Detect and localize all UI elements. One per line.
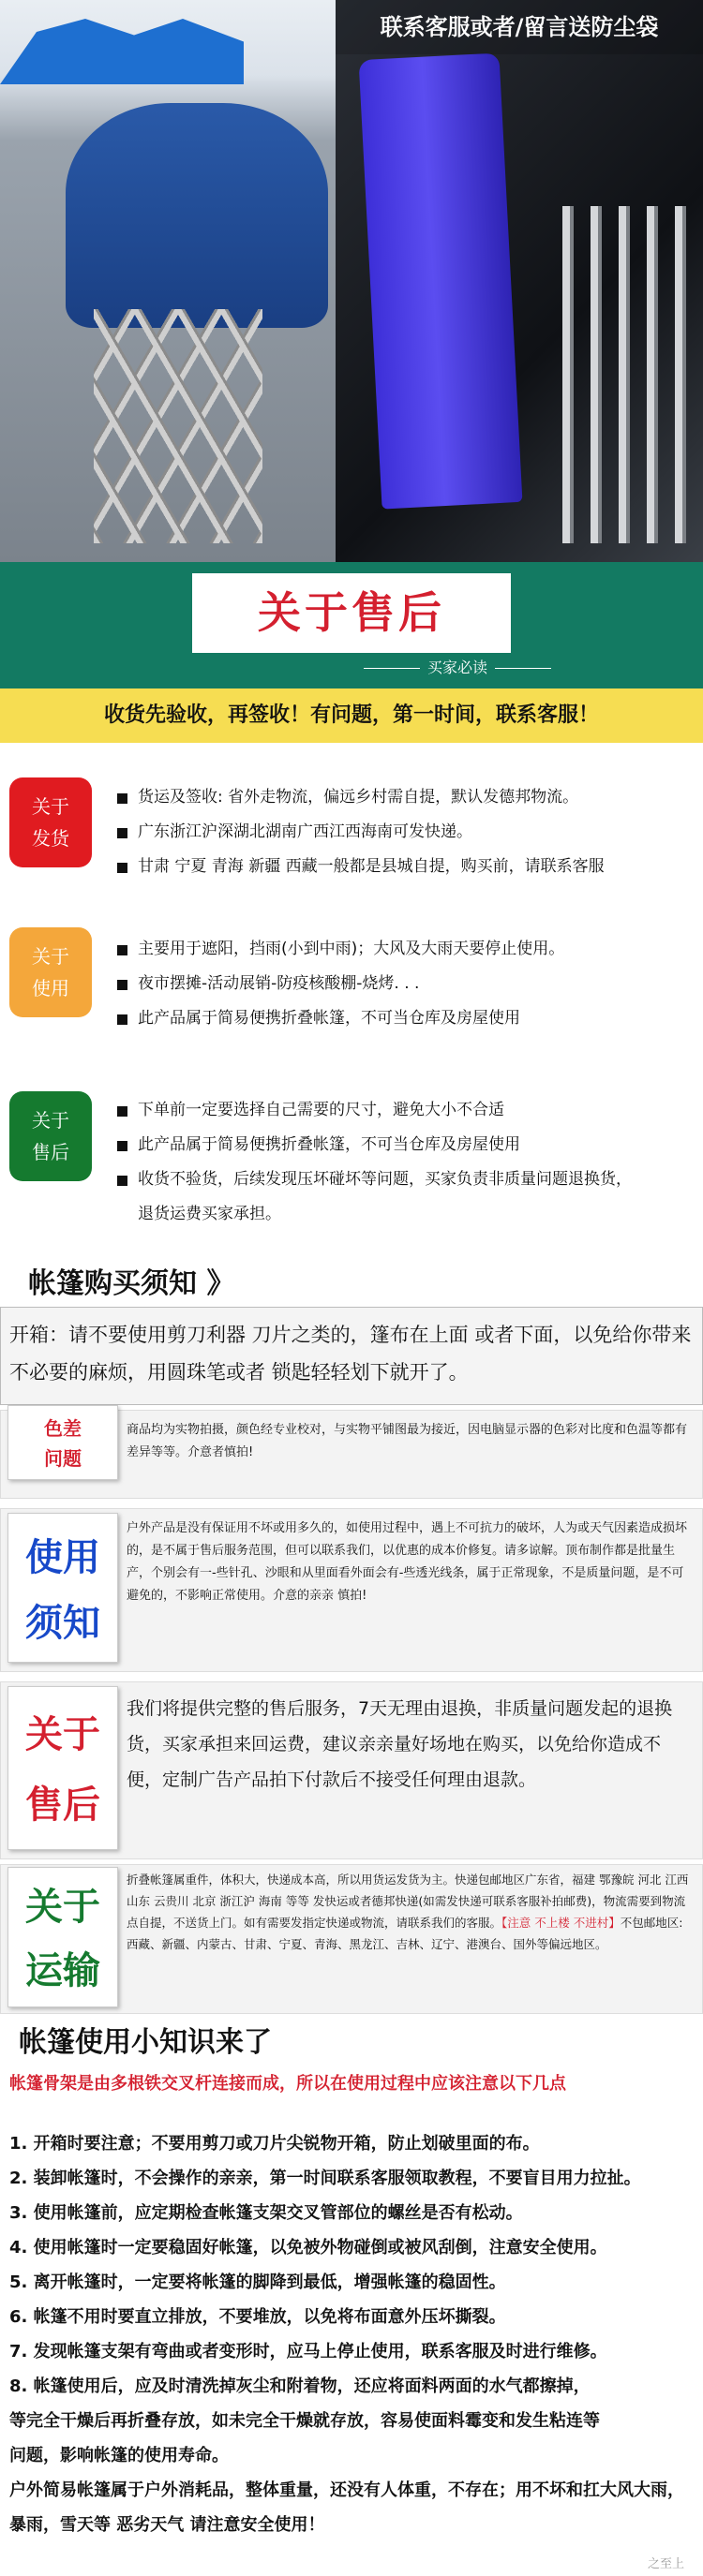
tip-item: 7. 发现帐篷支架有弯曲或者变形时，应马上停止使用，联系客服及时进行维修。 (9, 2342, 607, 2361)
hero-image (0, 0, 703, 562)
purchase-title: 帐篷购买须知 》 (28, 1267, 235, 1300)
list-item: 此产品属于简易便携折叠帐篷，不可当仓库及房屋使用 (117, 1001, 564, 1036)
after-sale-subtitle (356, 656, 656, 677)
tip-item: 5. 离开帐篷时，一定要将帐篷的脚降到最低，增强帐篷的稳固性。 (9, 2273, 506, 2292)
aftersale-list (117, 1093, 632, 1232)
tag-line: 使用 (25, 1536, 100, 1579)
color-diff-tag (7, 1405, 118, 1480)
list-item-continuation: 退货运费买家承担。 (138, 1205, 281, 1223)
tip-item: 2. 装卸帐篷时，不会操作的亲亲，第一时间联系客服领取教程，不要盲目用力拉扯。 (9, 2169, 641, 2188)
shipping-list (117, 780, 605, 884)
aftersale-text: 我们将提供完整的售后服务，7天无理由退换，非质量问题发起的退换货，买家承担来回运费，建议亲亲量好场地在购买，以免给你造成不便，定制广告产品拍下付款后不接受任何理由退款。 (127, 1698, 673, 1790)
tip-item: 6. 帐篷不用时要直立排放，不要堆放，以免将布面意外压坏撕裂。 (9, 2307, 506, 2327)
tag-line: 关于 (25, 1713, 100, 1756)
tip-item: 3. 使用帐篷前，应定期检查帐篷支架交叉管部位的螺丝是否有松动。 (9, 2203, 523, 2223)
divider (364, 668, 420, 669)
divider (495, 668, 551, 669)
tag-shipping (9, 777, 92, 867)
tag-aftersale (9, 1091, 92, 1181)
tip-item: 等完全干燥后再折叠存放，如未完全干燥就存放，容易使面料霉变和发生粘连等 (9, 2411, 600, 2431)
watermark: 之至上 (647, 2557, 684, 2571)
tag-line: 售后 (25, 1784, 100, 1827)
tag-line: 关于 (32, 1109, 69, 1132)
tip-item: 问题，影响帐篷的使用寿命。 (9, 2446, 229, 2465)
tag-line: 售后 (32, 1141, 69, 1163)
list-item: 收货不验货，后续发现压坏碰坏等问题，买家负责非质量问题退换货， (117, 1162, 632, 1197)
tips-lead: 帐篷骨架是由多根铁交叉杆连接而成，所以在使用过程中应该注意以下几点 (9, 2074, 566, 2094)
tag-line: 关于 (25, 1886, 100, 1929)
list-item: 甘肃 宁夏 青海 新疆 西藏一般都是县城自提，购买前，请联系客服 (117, 850, 605, 884)
shipping-text-main: 折叠帐篷属重件，体积大，快递成本高，所以用货运发货为主。快递包邮地区广东省，福建 鄂豫皖 河北 江西 山东 云贵川 北京 浙江沪 海南 等等 发快运或者德邦快递(如需发快递可联系客服补拍邮费)，物流需要到物流点自提，不送货上门。如有需要发指定快递或物流，请联系我们的客服。 (127, 1873, 689, 1930)
tag-line: 使用 (32, 977, 69, 999)
list-item: 夜市摆摊-活动展销-防疫核酸棚-烧烤. . . (117, 967, 564, 1001)
aftersale-tag (7, 1686, 118, 1850)
usage-tag (7, 1513, 118, 1663)
hero-banner: 联系客服或者/留言送防尘袋 (336, 0, 703, 54)
tips-title: 帐篷使用小知识来了 (19, 2026, 272, 2059)
usage-text: 户外产品是没有保证用不坏或用多久的，如使用过程中，遇上不可抗力的破坏，人为或天气因素造成损坏的，是不属于售后服务范围，但可以联系我们，以优惠的成本价修复。请多谅解。顶布制作都是批量生产，个别会有一-些针孔、沙眼和从里面看外面会有-些透光线条，属于正常现象，不是质量问题，是不可避免的，不影响正常使用。介意的亲亲 慎拍! (127, 1521, 688, 1603)
folded-tent-canopy (66, 103, 328, 328)
tag-line: 关于 (32, 795, 69, 818)
tag-line: 关于 (32, 945, 69, 968)
inspection-notice: 收货先验收，再签收！有问题，第一时间，联系客服！ (0, 688, 703, 743)
list-item: 主要用于遮阳，挡雨(小到中雨)；大风及大雨天要停止使用。 (117, 932, 564, 967)
opening-text: 开箱：请不要使用剪刀利器 刀片之类的，篷布在上面 或者下面，以免给你带来不必要的麻烦，用圆珠笔或者 锁匙轻轻划下就开了。 (9, 1324, 692, 1384)
tag-usage (9, 927, 92, 1017)
dust-cover-bag (359, 52, 523, 509)
tip-item: 4. 使用帐篷时一定要稳固好帐篷，以免被外物碰倒或被风刮倒，注意安全使用。 (9, 2238, 607, 2258)
after-sale-title: 关于售后 (258, 587, 445, 638)
tips-list (9, 2126, 698, 2473)
usage-list (117, 932, 564, 1036)
tag-line: 问题 (44, 1447, 82, 1470)
tag-line: 发货 (32, 827, 69, 850)
subtitle-text: 买家必读 (427, 659, 488, 676)
shipping-warning: 【注意 不上楼 不进村】 (501, 1916, 621, 1930)
shipping-text (127, 1869, 694, 1955)
tip-item: 8. 帐篷使用后，应及时清洗掉灰尘和附着物，还应将面料两面的水气都擦掉， (9, 2376, 591, 2396)
shipping-text-regions: 不包邮地区:西藏、新疆、内蒙古、甘肃、宁夏、青海、黑龙江、吉林、辽宁、港澳台、国外等偏远地区。 (127, 1916, 683, 1951)
list-item: 货运及签收: 省外走物流，偏远乡村需自提，默认发德邦物流。 (117, 780, 605, 815)
list-item: 下单前一定要选择自己需要的尺寸，避免大小不合适 (117, 1093, 632, 1128)
list-item: 此产品属于简易便携折叠帐篷，不可当仓库及房屋使用 (117, 1128, 632, 1162)
tent-frame (94, 309, 262, 543)
tips-tail: 户外简易帐篷属于户外消耗品，整体重量，还没有人体重，不存在；用不坏和扛大风大雨，暴雨，雪天等 恶劣天气 请注意安全使用！ (9, 2480, 684, 2535)
tip-item: 1. 开箱时要注意；不要用剪刀或刀片尖锐物开箱，防止划破里面的布。 (9, 2134, 540, 2154)
color-diff-text: 商品均为实物拍摄，颜色经专业校对，与实物平铺图最为接近，因电脑显示器的色彩对比度和色温等都有差异等等。介意者慎拍! (127, 1423, 688, 1459)
folded-frame (562, 206, 703, 543)
tag-line: 须知 (25, 1602, 100, 1645)
tag-line: 运输 (25, 1949, 100, 1992)
shipping-tag (7, 1867, 118, 2007)
list-item: 广东浙江沪深湖北湖南广西江西海南可发快递。 (117, 815, 605, 850)
tag-line: 色差 (44, 1417, 82, 1440)
